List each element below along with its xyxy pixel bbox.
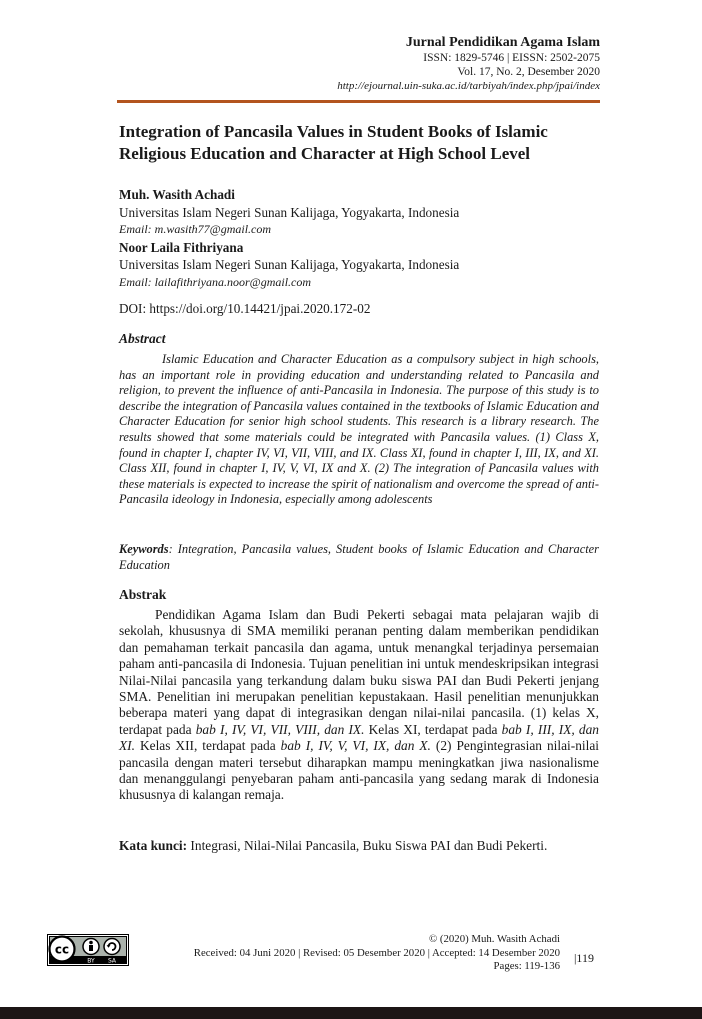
bottom-band [0,1007,702,1019]
abstrak-italic: bab I, IV, V, VI, IX, dan X. [280,738,431,754]
abstrak-text [119,607,599,804]
page-number: |119 [574,951,594,965]
abstrak-italic: bab I, III, IX, dan XI. [119,721,599,754]
journal-issn: ISSN: 1829-5746 | EISSN: 2502-2075 [423,52,600,64]
paper-title: Integration of Pancasila Values in Student Books of Islamic Religious Education and Character at High School Level [119,122,548,163]
author-email[interactable]: Email: lailafithriyana.noor@gmail.com [119,274,312,289]
keywords-text: : Integration, Pancasila values, Student books of Islamic Education and Character Education [119,542,599,572]
page-range: Pages: 119-136 [493,960,560,972]
abstract-text: Islamic Education and Character Education as a compulsory subject in high schools, has an important role in providing education and understanding related to Pancasila and religion, to prevent the influence of anti-Pancasila in Indonesia. The purpose of this study is to describe the integration of Pancasila values contained in the textbooks of Islamic Education and Character Education for senior high school students. This research is a library research. The results showed that some materials could be integrated with Pancasila values. (1) Class X, found in chapter I, chapter IV, VI, VII, VIII, and IX. Class XI, found in chapter I, III, IX, and XI. Class XII, found in chapter I, IV, V, VI, IX and X. (2) The integration of Pancasila values with these materials is expected to increase the spirit of nationalism and overcome the spread of anti-Pancasila ideology in Indonesia, especially among adolescents [119,352,599,507]
cc-by-sa-icon[interactable] [47,934,129,966]
license-by-label: BY [87,957,95,965]
author-email[interactable]: Email: m.wasith77@gmail.com [119,222,272,236]
author-block [119,186,599,291]
journal-header [337,34,600,93]
author-name: Muh. Wasith Achadi [119,187,235,202]
keywords-label: Keywords [119,542,169,556]
abstrak-italic: bab I, IV, VI, VII, VIII, dan IX. [195,721,365,737]
copyright: © (2020) Muh. Wasith Achadi [429,933,560,945]
kata-kunci-label: Kata kunci: [119,838,188,853]
abstrak-part: (2) Pengintegrasian nilai-nilai pancasila dengan materi tersebut diharapkan mampu meningkatkan jiwa nasionalisme dan menanggulangi penyebaran paham anti-pancasila yang sedang marak di Indonesia khususnya di kalangan remaja. [119,738,600,803]
footer-info [194,933,560,974]
kata-kunci-text: Integrasi, Nilai-Nilai Pancasila, Buku Siswa PAI dan Budi Pekerti. [187,838,548,853]
abstract-heading: Abstract [119,331,166,346]
author-affiliation: Universitas Islam Negeri Sunan Kalijaga, Yogyakarta, Indonesia [119,204,460,220]
author-name: Noor Laila Fithriyana [119,239,244,255]
journal-url[interactable]: http://ejournal.uin-suka.ac.id/tarbiyah/index.php/jpai/index [337,80,600,92]
kata-kunci [119,838,599,854]
abstrak-part: Kelas XII, terdapat pada [135,738,281,754]
doi-link[interactable]: DOI: https://doi.org/10.14421/jpai.2020.172-02 [119,301,371,316]
header-rule [117,100,600,103]
svg-text:cc: cc [54,942,70,957]
keywords [119,542,599,573]
license-sa-label: SA [107,957,117,965]
author-affiliation: Universitas Islam Negeri Sunan Kalijaga, Yogyakarta, Indonesia [119,257,460,272]
abstrak-part: Kelas XI, terdapat pada [364,721,502,737]
abstrak-heading: Abstrak [119,587,167,602]
journal-volume: Vol. 17, No. 2, Desember 2020 [457,66,600,78]
abstrak-part: Pendidikan Agama Islam dan Budi Pekerti sebagai mata pelajaran wajib di sekolah, khususnya di SMA memiliki peranan penting dalam memberikan pendidikan dan pemahaman terkait pancasila dan agama, untuk menangkal terjadinya persemaian paham anti-pancasila di Indonesia. Tujuan penelitian ini untuk mendeskripsikan integrasi Nilai-Nilai pancasila yang terkandung dalam buku siswa PAI dan Budi Pekerti jenjang SMA. Penelitian ini merupakan penelitian kepustakaan. Hasil penelitian menunjukkan beberapa materi yang dapat di integrasikan dengan nilai-nilai pancasila. (1) kelas X, terdapat pada [119,607,599,737]
journal-name: Jurnal Pendidikan Agama Islam [405,35,600,50]
submission-dates: Received: 04 Juni 2020 | Revised: 05 Desember 2020 | Accepted: 14 Desember 2020 [193,946,560,959]
